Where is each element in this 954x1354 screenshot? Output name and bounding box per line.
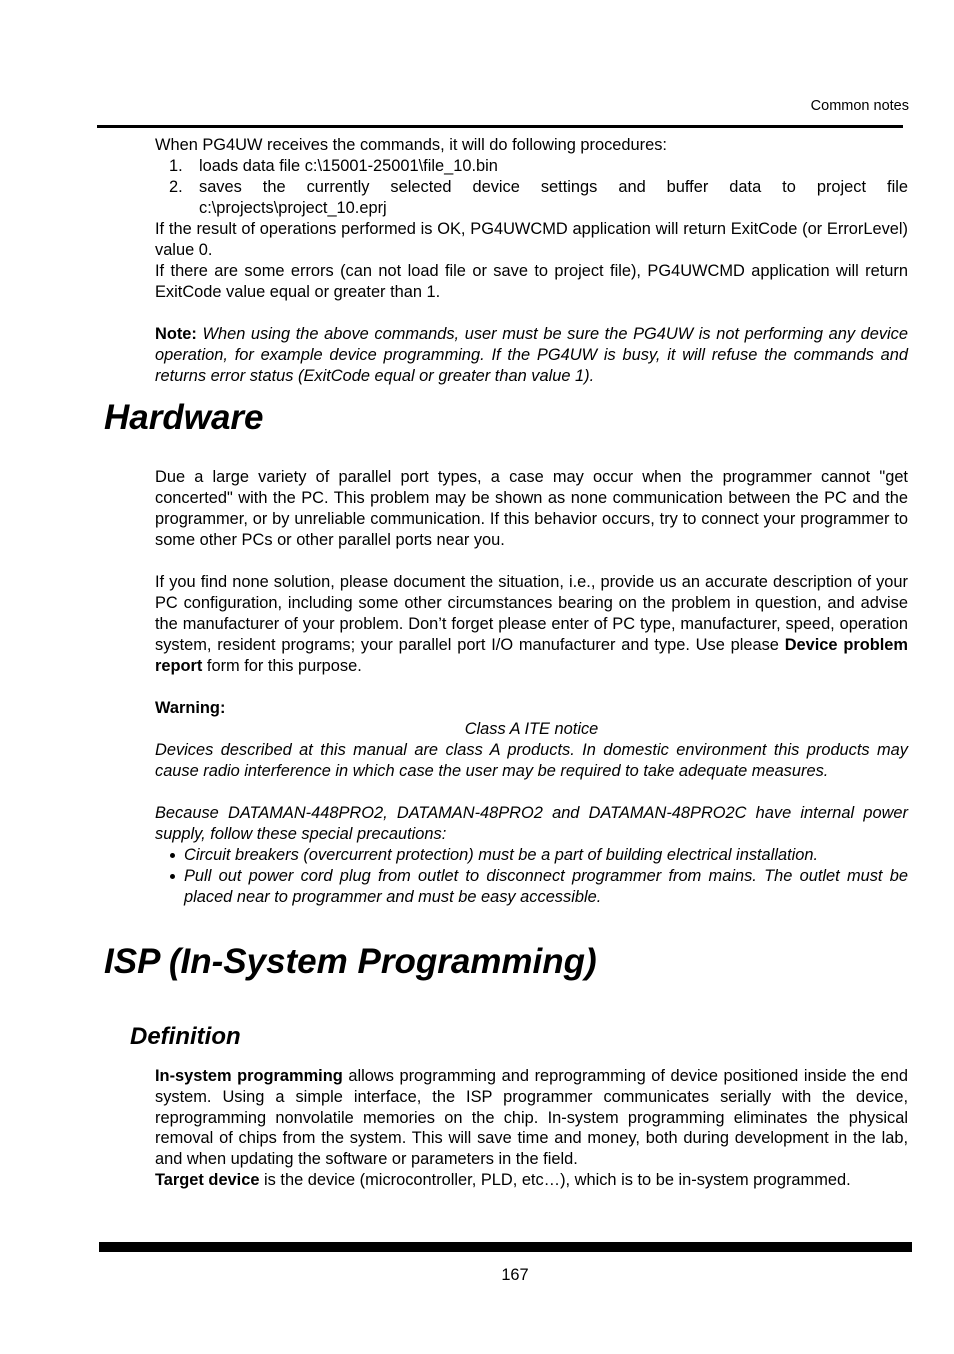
hardware-paragraph-2-text: If you find none solution, please document the situation, i.e., provide us an accurate description of your PC configuration, including some other circumstances bearing on the problem in question, and advise the manufacturer of your problem. Don’t forget please enter of PC type, manufacturer, speed, operation system, resident programs; your parallel port I/O manufacturer and type. Use please bbox=[155, 573, 908, 654]
definition-text: allows programming and reprogramming of device positioned inside the end system. Using a simple interface, the ISP programmer communicates serially with the device, reprogramming nonvolatile memories on the chip. In-system programming eliminates the physical removal of chips from the system. This will save time and money, both during development in the lab, and when updating the software or parameters in the field. bbox=[155, 1067, 908, 1169]
isp-term: In-system programming bbox=[155, 1067, 343, 1085]
footer-divider bbox=[99, 1242, 912, 1252]
isp-section bbox=[155, 1066, 908, 1191]
power-supply-intro: Because DATAMAN-448PRO2, DATAMAN-48PRO2 and DATAMAN-48PRO2C have internal power supply, follow these special precautions: bbox=[155, 804, 908, 843]
list-item-number: 2. bbox=[169, 178, 183, 196]
target-device-paragraph bbox=[155, 1170, 908, 1191]
note-text: When using the above commands, user must be sure the PG4UW is not performing any device operation, for example device programming. If the PG4UW is busy, it will refuse the commands and returns error status (ExitCode equal or greater than value 1). bbox=[155, 325, 908, 385]
definition-heading: Definition bbox=[130, 1023, 241, 1050]
intro-section bbox=[155, 135, 908, 387]
hardware-section bbox=[155, 467, 908, 908]
notice-text: Devices described at this manual are class A products. In domestic environment this products may cause radio interference in which case the user may be required to take adequate measures. bbox=[155, 741, 908, 780]
procedure-list bbox=[155, 156, 908, 219]
intro-lead: When PG4UW receives the commands, it will do following procedures: bbox=[155, 136, 667, 154]
hardware-paragraph-2 bbox=[155, 572, 908, 677]
header-divider bbox=[97, 125, 903, 128]
definition-paragraph bbox=[155, 1066, 908, 1170]
list-item bbox=[155, 177, 908, 219]
list-item-number: 1. bbox=[169, 157, 183, 175]
page-number: 167 bbox=[501, 1266, 529, 1284]
error-result-paragraph: If there are some errors (can not load file or save to project file), PG4UWCMD application will return ExitCode value equal or greater than 1. bbox=[155, 262, 908, 301]
list-item-text: saves the currently selected device settings and buffer data to project file c:\projects\project_10.eprj bbox=[199, 178, 908, 217]
note-paragraph bbox=[155, 324, 908, 387]
target-device-text: is the device (microcontroller, PLD, etc…), which is to be in-system programmed. bbox=[259, 1170, 851, 1189]
list-item-text: loads data file c:\15001-25001\file_10.bin bbox=[199, 157, 498, 175]
list-item: Pull out power cord plug from outlet to disconnect programmer from mains. The outlet must be placed near to programmer and must be easy accessible. bbox=[155, 866, 908, 908]
isp-heading: ISP (In-System Programming) bbox=[104, 942, 597, 981]
running-header: Common notes bbox=[810, 98, 909, 114]
device-problem-report-ref: Device problem report bbox=[155, 636, 908, 675]
hardware-paragraph-1: Due a large variety of parallel port types, a case may occur when the programmer cannot "get concerted" with the PC. This problem may be shown as none communication between the PC and the programmer, or by unreliable communication. If this behavior occurs, try to connect your programmer to some other PCs or other parallel ports near you. bbox=[155, 468, 908, 549]
note-label: Note: bbox=[155, 325, 197, 343]
hardware-heading: Hardware bbox=[104, 398, 264, 437]
warning-label: Warning: bbox=[155, 699, 226, 717]
list-item bbox=[155, 156, 908, 177]
hardware-paragraph-2-tail: form for this purpose. bbox=[202, 657, 362, 675]
target-device-term: Target device bbox=[155, 1170, 260, 1189]
notice-title: Class A ITE notice bbox=[464, 720, 599, 738]
ok-result-paragraph: If the result of operations performed is OK, PG4UWCMD application will return ExitCode (or ErrorLevel) value 0. bbox=[155, 220, 908, 259]
precautions-list bbox=[155, 845, 908, 908]
list-item: Circuit breakers (overcurrent protection) must be a part of building electrical installation. bbox=[155, 845, 908, 866]
